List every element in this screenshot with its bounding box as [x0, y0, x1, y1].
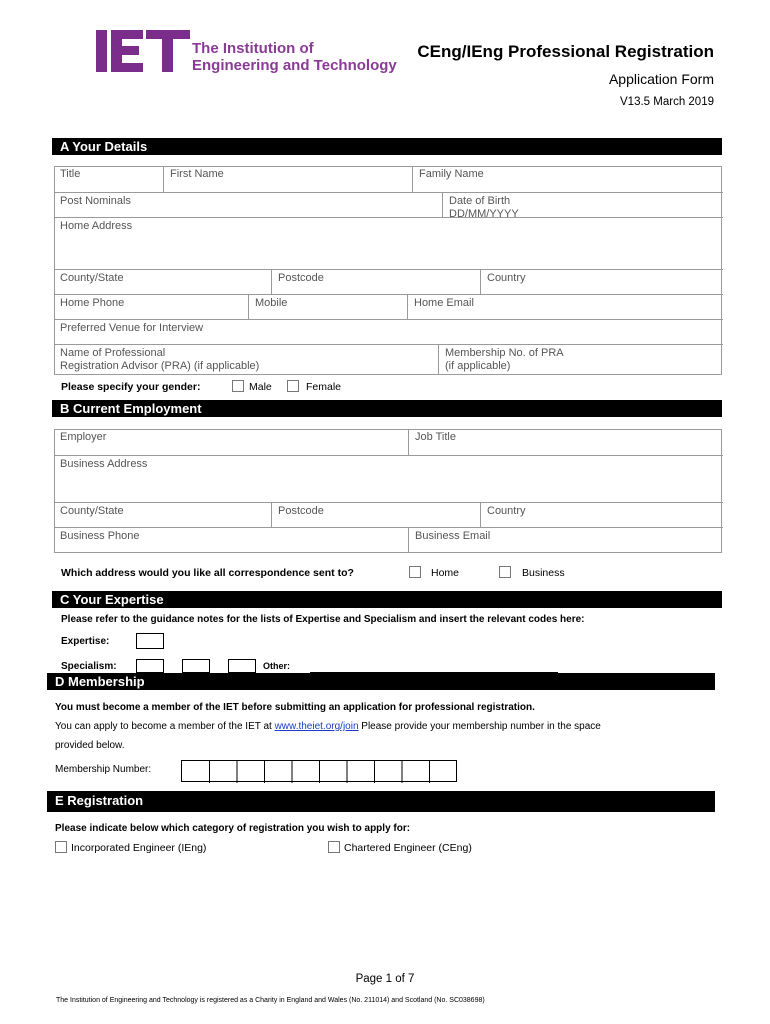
pra-number-field[interactable]	[438, 344, 723, 375]
form-version: V13.5 March 2019	[620, 96, 714, 108]
county-field[interactable]	[54, 269, 272, 295]
business-postcode-field[interactable]	[271, 502, 481, 528]
country-field[interactable]	[480, 269, 723, 295]
expertise-label: Expertise:	[61, 636, 110, 647]
title-field[interactable]	[54, 166, 164, 193]
business-address-field[interactable]	[54, 455, 723, 503]
pra-name-label-1: Name of Professional	[60, 347, 166, 359]
specialism-code-input-1[interactable]	[136, 659, 164, 673]
expertise-code-input[interactable]	[136, 633, 164, 649]
membership-apply-line2: provided below.	[55, 740, 125, 751]
pra-number-label-2: (if applicable)	[445, 360, 511, 372]
charity-footer: The Institution of Engineering and Technology is registered as a Charity in England and Wales (No. 211014) and Scotland (No. SC038698)	[56, 997, 485, 1004]
home-address-label: Home Address	[60, 220, 133, 232]
home-address-checkbox[interactable]	[409, 566, 421, 578]
employment-grid	[54, 429, 722, 553]
correspondence-question: Which address would you like all correspondence sent to?	[61, 567, 354, 579]
dob-field[interactable]	[442, 192, 723, 218]
business-email-field[interactable]	[408, 527, 723, 553]
form-title: CEng/IEng Professional Registration	[417, 42, 714, 61]
business-option-label: Business	[522, 567, 565, 579]
business-phone-label: Business Phone	[60, 530, 140, 542]
expertise-instruction: Please refer to the guidance notes for the lists of Expertise and Specialism and insert the relevant codes here:	[61, 614, 585, 625]
gender-label: Please specify your gender:	[61, 381, 201, 393]
mobile-label: Mobile	[255, 297, 288, 309]
employer-field[interactable]	[54, 429, 410, 456]
ieng-label: Incorporated Engineer (IEng)	[71, 842, 207, 854]
membership-number-input[interactable]	[181, 760, 457, 782]
iet-logo-mark	[96, 30, 190, 74]
business-county-field[interactable]	[54, 502, 272, 528]
home-option-label: Home	[431, 567, 460, 579]
your-details-grid	[54, 166, 722, 375]
venue-label: Preferred Venue for Interview	[60, 322, 204, 334]
org-name-line1: The Institution of	[192, 40, 314, 57]
membership-requirement: You must become a member of the IET before submitting an application for professional registration.	[55, 702, 535, 713]
title-label: Title	[60, 168, 81, 180]
family-name-field[interactable]	[412, 166, 723, 193]
ceng-label: Chartered Engineer (CEng)	[344, 842, 472, 854]
business-country-field[interactable]	[480, 502, 723, 528]
venue-field[interactable]	[54, 319, 723, 345]
female-checkbox[interactable]	[287, 380, 299, 392]
specialism-label: Specialism:	[61, 661, 117, 672]
business-phone-field[interactable]	[54, 527, 410, 553]
pra-name-label-2: Registration Advisor (PRA) (if applicable)	[60, 360, 260, 372]
business-address-checkbox[interactable]	[499, 566, 511, 578]
section-e-heading: E Registration	[47, 791, 715, 812]
pra-name-field[interactable]	[54, 344, 439, 375]
business-county-label: County/State	[60, 505, 124, 517]
section-a-heading: A Your Details	[52, 138, 722, 155]
membership-apply-pre: You can apply to become a member of the IET at	[55, 721, 275, 732]
job-title-label: Job Title	[415, 431, 456, 443]
home-email-field[interactable]	[407, 294, 723, 320]
home-phone-field[interactable]	[54, 294, 249, 320]
country-label: Country	[487, 272, 526, 284]
ceng-checkbox[interactable]	[328, 841, 340, 853]
section-b-heading: B Current Employment	[52, 400, 722, 417]
specialism-code-input-3[interactable]	[228, 659, 256, 673]
home-address-field[interactable]	[54, 217, 723, 270]
postcode-field[interactable]	[271, 269, 481, 295]
section-d-heading: D Membership	[47, 673, 715, 690]
specialism-code-input-2[interactable]	[182, 659, 210, 673]
first-name-field[interactable]	[163, 166, 413, 193]
home-email-label: Home Email	[414, 297, 474, 309]
post-nominals-label: Post Nominals	[60, 195, 131, 207]
membership-number-dividers	[182, 761, 458, 783]
org-name-line2: Engineering and Technology	[192, 57, 397, 74]
dob-label: Date of Birth	[449, 195, 511, 207]
membership-number-label: Membership Number:	[55, 764, 152, 775]
page-number: Page 1 of 7	[355, 973, 415, 985]
registration-instruction: Please indicate below which category of registration you wish to apply for:	[55, 823, 411, 834]
pra-number-label-1: Membership No. of PRA	[445, 347, 564, 359]
section-c-heading: C Your Expertise	[52, 591, 722, 608]
home-phone-label: Home Phone	[60, 297, 125, 309]
employer-label: Employer	[60, 431, 107, 443]
male-label: Male	[249, 381, 272, 393]
business-postcode-label: Postcode	[278, 505, 324, 517]
business-email-label: Business Email	[415, 530, 491, 542]
male-checkbox[interactable]	[232, 380, 244, 392]
other-label: Other:	[263, 661, 290, 671]
female-label: Female	[306, 381, 342, 393]
business-address-label: Business Address	[60, 458, 148, 470]
iet-join-link[interactable]: www.theiet.org/join	[274, 721, 359, 732]
ieng-checkbox[interactable]	[55, 841, 67, 853]
dob-format: DD/MM/YYYY	[449, 208, 519, 220]
post-nominals-field[interactable]	[54, 192, 443, 218]
family-name-label: Family Name	[419, 168, 484, 180]
county-label: County/State	[60, 272, 124, 284]
postcode-label: Postcode	[278, 272, 324, 284]
business-country-label: Country	[487, 505, 526, 517]
mobile-field[interactable]	[248, 294, 408, 320]
membership-apply-post: Please provide your membership number in the space	[358, 721, 601, 732]
first-name-label: First Name	[170, 168, 224, 180]
job-title-field[interactable]	[408, 429, 723, 456]
form-subtitle: Application Form	[608, 71, 714, 87]
org-name	[192, 40, 397, 74]
membership-apply-text	[55, 721, 601, 732]
